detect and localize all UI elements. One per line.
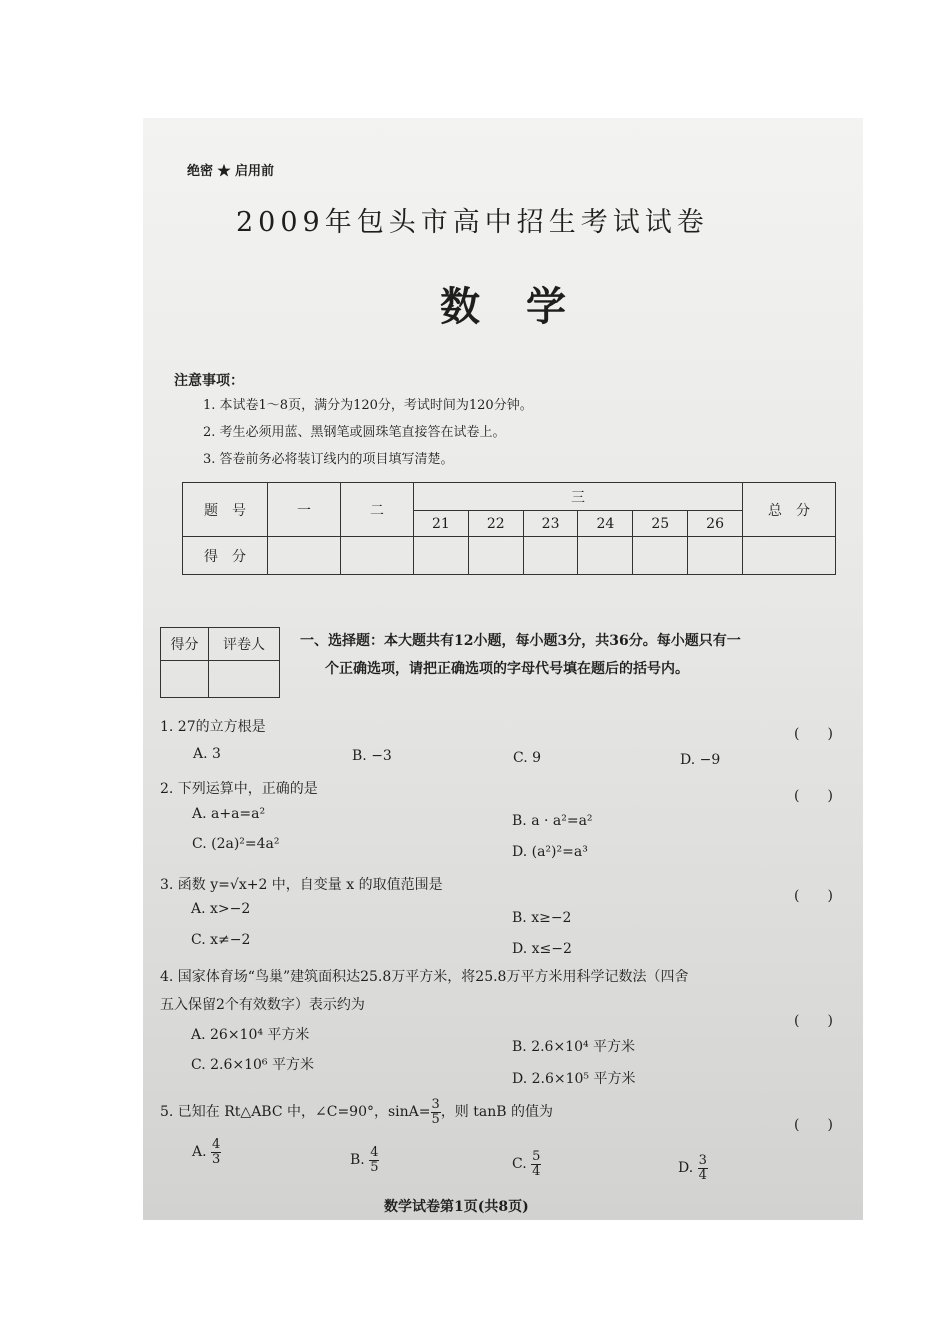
score-cell[interactable]: [414, 537, 469, 575]
option-d: D. −9: [680, 752, 721, 768]
confidential-label: 绝密 ★ 启用前: [187, 164, 275, 179]
notes-heading: 注意事项：: [174, 373, 244, 389]
question-stem: 4. 国家体育场“鸟巢”建筑面积达25.8万平方米，将25.8万平方米用科学记数法（四舍: [160, 969, 689, 985]
option-a: A. x>−2: [191, 901, 251, 917]
option-b: B. 2.6×10⁴ 平方米: [512, 1039, 636, 1055]
grader-box: [160, 627, 280, 698]
score-cell[interactable]: [578, 537, 633, 575]
fraction: $\frac{5}{4}$: [532, 1149, 541, 1179]
option-c: C. $\frac{5}{4}$: [512, 1149, 541, 1179]
answer-bracket[interactable]: ( ): [794, 788, 833, 804]
exam-title: 2009年包头市高中招生考试试卷: [236, 207, 709, 238]
option-a: A. $\frac{4}{3}$: [192, 1137, 221, 1167]
option-c: C. x≠−2: [191, 932, 251, 948]
section-instructions: 个正确选项，请把正确选项的字母代号填在题后的括号内。: [325, 661, 689, 677]
subject-title: 数学: [440, 283, 612, 330]
col-part-2: 二: [341, 483, 414, 537]
score-cell[interactable]: [523, 537, 578, 575]
option-b: B. $\frac{4}{5}$: [350, 1145, 379, 1175]
total-score-cell[interactable]: [743, 537, 836, 575]
note-item: 3. 答卷前务必将装订线内的项目填写清楚。: [203, 452, 454, 467]
option-a: A. a+a=a²: [192, 806, 266, 822]
score-cell[interactable]: [468, 537, 523, 575]
col-part-1: 一: [268, 483, 341, 537]
page-footer: 数学试卷第1页(共8页): [384, 1199, 529, 1215]
grader-name-label: 评卷人: [208, 628, 279, 661]
option-c: C. 2.6×10⁶ 平方米: [191, 1057, 314, 1073]
question-stem-text: ，则 tanB 的值为: [440, 1104, 553, 1121]
option-d: D. 2.6×10⁵ 平方米: [512, 1071, 636, 1087]
option-b: B. x≥−2: [512, 910, 572, 926]
col-q21: 21: [414, 511, 469, 537]
question-stem-text: 5. 已知在 Rt△ABC 中，∠C=90°，sinA=: [160, 1104, 431, 1121]
option-c: C. (2a)²=4a²: [192, 836, 280, 852]
col-q22: 22: [468, 511, 523, 537]
col-q26: 26: [688, 511, 743, 537]
question-stem: 1. 27的立方根是: [160, 719, 266, 735]
fraction: $\frac{3}{4}$: [698, 1153, 707, 1183]
fraction: $\frac{3}{5}$: [431, 1097, 440, 1127]
score-table: [182, 482, 836, 575]
option-d: D. $\frac{3}{4}$: [678, 1153, 707, 1183]
note-item: 1. 本试卷1～8页，满分为120分，考试时间为120分钟。: [203, 398, 533, 413]
col-total: 总 分: [743, 483, 836, 537]
fraction: $\frac{4}{5}$: [370, 1145, 379, 1175]
option-a: A. 3: [193, 746, 221, 762]
col-q25: 25: [633, 511, 688, 537]
score-cell[interactable]: [688, 537, 743, 575]
answer-bracket[interactable]: ( ): [794, 1013, 833, 1029]
question-stem: 五入保留2个有效数字）表示约为: [160, 997, 365, 1013]
score-cell[interactable]: [268, 537, 341, 575]
grader-score-cell[interactable]: [161, 661, 209, 698]
col-q23: 23: [523, 511, 578, 537]
answer-bracket[interactable]: ( ): [794, 888, 833, 904]
row-label-score: 得 分: [183, 537, 268, 575]
answer-bracket[interactable]: ( ): [794, 1117, 833, 1133]
option-b: B. a · a²=a²: [512, 813, 593, 829]
option-d: D. (a²)²=a³: [512, 844, 588, 860]
grader-name-cell[interactable]: [208, 661, 279, 698]
option-d: D. x≤−2: [512, 941, 572, 957]
fraction: $\frac{4}{3}$: [212, 1137, 221, 1167]
grader-score-label: 得分: [161, 628, 209, 661]
question-stem: 3. 函数 y=√x+2 中，自变量 x 的取值范围是: [160, 877, 443, 893]
question-stem: 2. 下列运算中，正确的是: [160, 781, 318, 797]
option-a: A. 26×10⁴ 平方米: [191, 1027, 310, 1043]
score-cell[interactable]: [341, 537, 414, 575]
option-b: B. −3: [352, 748, 392, 764]
option-c: C. 9: [513, 750, 542, 766]
score-cell[interactable]: [633, 537, 688, 575]
row-label-question: 题 号: [183, 483, 268, 537]
note-item: 2. 考生必须用蓝、黑钢笔或圆珠笔直接答在试卷上。: [203, 425, 506, 440]
col-part-3: 三: [414, 483, 743, 511]
section-instructions: 一、选择题：本大题共有12小题，每小题3分，共36分。每小题只有一: [300, 633, 741, 649]
answer-bracket[interactable]: ( ): [794, 726, 833, 742]
col-q24: 24: [578, 511, 633, 537]
question-stem: [160, 1098, 553, 1126]
